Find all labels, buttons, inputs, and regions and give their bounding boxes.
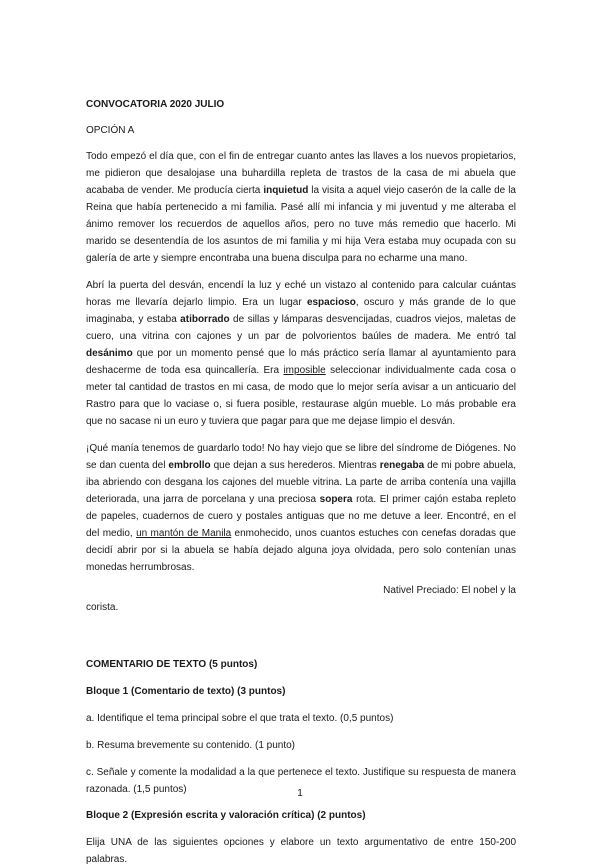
text-run: enmohecido, unos cuantos estuches con cenefas doradas que decidí abrir por si la abuela se había dejado alguna joya olvidada, pero solo contenían unas monedas herrumbrosas.	[86, 528, 516, 573]
text-run: Todo empezó el día que, con el fin de entregar cuanto antes las llaves a los nuevos propietarios, me pidieron que desalojase una buhardilla repleta de trastos de la casa de mi abuela que acababa de vender. Me producía cierta	[86, 151, 516, 196]
question-a: a. Identifique el tema principal sobre el que trata el texto. (0,5 puntos)	[86, 713, 394, 724]
bold-term: atiborrado	[180, 314, 230, 325]
bold-term: sopera	[319, 494, 353, 505]
text-run: , oscuro y más grande de lo que imaginaba, y estaba	[86, 297, 516, 325]
block-2-title: Bloque 2 (Expresión escrita y valoración crítica) (2 puntos)	[86, 810, 366, 821]
question-b: b. Resuma brevemente su contenido. (1 punto)	[86, 740, 296, 751]
block-2-instruction: Elija UNA de las siguientes opciones y elabore un texto argumentativo de entre 150-200 palabras.	[86, 837, 516, 865]
block-1-title: Bloque 1 (Comentario de texto) (3 puntos)	[86, 686, 286, 697]
exam-title: CONVOCATORIA 2020 JULIO	[86, 99, 225, 110]
text-run: rota. El primer cajón estaba repleto de papeles, cuadernos de cuero y postales antiguas que no me detuve a leer. Encontré, en el del medio,	[86, 494, 516, 539]
bold-term: desánimo	[86, 348, 133, 359]
paragraph-3	[86, 440, 516, 576]
bold-term: renegaba	[379, 460, 425, 471]
underlined-term: un mantón de Manila	[136, 528, 232, 539]
bold-term: espacioso	[306, 297, 356, 308]
text-run: seleccionar individualmente cada cosa o meter tal cantidad de trastos en mi casa, de modo que lo mejor sería avisar a un anticuario del Rastro para que lo vaciase o, si fuera posible, restaurase algún mueble. Lo más probable era que no sacase ni un euro y tuviera que pagar para que me dejase limpio el desván.	[86, 365, 516, 427]
underlined-term: imposible	[283, 365, 326, 376]
text-run: que dejan a sus herederos. Mientras	[210, 460, 380, 471]
text-run: ¡Qué manía tenemos de guardarlo todo! No hay viejo que se libre del síndrome de Diógenes. No se dan cuenta del	[86, 443, 516, 471]
bold-term: inquietud	[263, 185, 309, 196]
paragraph-1	[86, 148, 516, 267]
question-c: c. Señale y comente la modalidad a la que pertenece el texto. Justifique su respuesta de manera razonada. (1,5 puntos)	[86, 767, 516, 795]
attribution: Nativel Preciado: El nobel y la	[383, 585, 516, 596]
paragraph-2	[86, 277, 516, 430]
text-run: la visita a aquel viejo caserón de la calle de la Reina que había pertenecido a mi familia. Pasé allí mi infancia y mi juventud y me alteraba el ánimo remover los recuerdos de aquellos años, pero no tuve más remedio que hacerlo. Mi marido se desentendía de los asuntos de mi familia y mi hija Vera estaba muy ocupada con su galería de arte y siempre encontraba una buena disculpa para no echarme una mano.	[86, 185, 516, 264]
text-run: Abrí la puerta del desván, encendí la luz y eché un vistazo al contenido para calcular cuántas horas me llevaría dejarlo limpio. Era un lugar	[86, 280, 516, 308]
attribution-continuation: corista.	[86, 602, 119, 613]
document-page	[86, 96, 516, 868]
page-number: 1	[297, 788, 303, 799]
text-run: que por un momento pensé que lo más práctico sería llamar al ayuntamiento para deshacerme de toda esa quincallería. Era	[86, 348, 516, 376]
text-run: de sillas y lámparas desvencijadas, cuadros viejos, maletas de cuero, una vitrina con cajones y un par de polvorientos baúles de madera. Me entró tal	[86, 314, 516, 342]
bold-term: embrollo	[168, 460, 211, 471]
commentary-title: COMENTARIO DE TEXTO (5 puntos)	[86, 659, 258, 670]
option-label: OPCIÓN A	[86, 125, 135, 136]
text-run: de mi pobre abuela, iba abriendo con desgana los cajones del mueble vitrina. La parte de arriba contenía una vajilla deteriorada, una jarra de porcelana y una preciosa	[86, 460, 516, 505]
